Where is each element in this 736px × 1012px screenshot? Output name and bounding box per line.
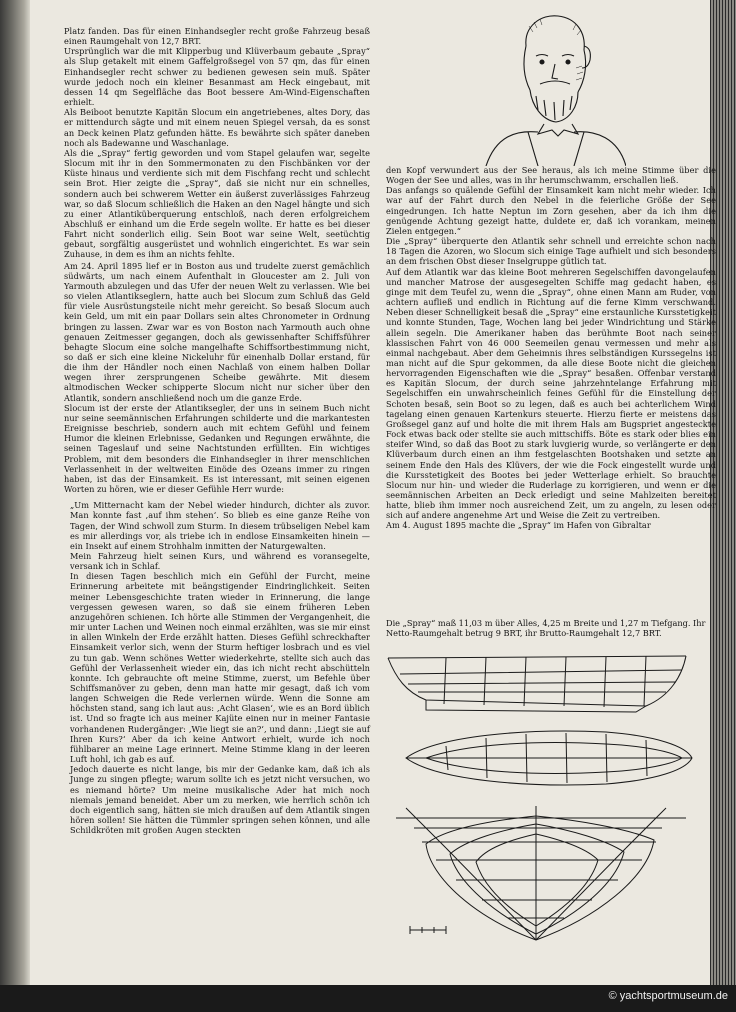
paragraph: Auf dem Atlantik war das kleine Boot mehreren Segelschiffen davongelaufen und mancher Matrose der ausgesegelten Schiffe mag gedacht haben, es ginge mit dem Teufel zu, wenn die „Spray“, ohne einen Mann am Ruder, von achtern aufließ und endlich in Richtung auf die ferne Kimm verschwand. Neben dieser Schnelligkeit besaß die „Spray“ eine erstaunliche Kursstetigkeit und konnte Stunden, Tage, Wochen lang bei jeder Windrichtung und Stärke allein segeln. Die Amerikaner haben das berühmte Boot nach seiner klassischen Fahrt von 46 000 Seemeilen genau vermessen und mehr als einmal nachgebaut. Aber dem Geheimnis ihres selbständigen Kurssegelns ist man nicht auf die Spur gekommen, da alle diese Boote nicht die gleichen hervorragenden Eigenschaften wie die „Spray“ besaßen. Offenbar verstand es Kapitän Slocum, der durch seine jahrzehntelange Erfahrung mit Segelschiffen ein unwahrscheinlich feines Gefühl für die Einstellung der Schoten besaß, sein Boot so zu legen, daß es auch bei achterlichem Wind tagelang einen genauen Kartenkurs steuerte. Hierzu fierte er meistens das Großsegel ganz auf und holte die mit ihrem Hals am Bugspriet angesteckte Fock etwas back oder stellte sie auch mittschiffs. Böte es stark oder blies ein steifer Wind, so daß das Boot zu stark luvgierig wurde, so verlängerte er den Klüverbaum durch einen an ihm festgelaschten Bootshaken und setzte an seinem Ende den Hals des Klüvers, der wie die Fock eingestellt wurde und die Kursstetigkeit des Bootes bei jeder Wetterlage erhielt. So brauchte Slocum nur hin- und wieder die Ruderlage zu korrigieren, und wenn er die seemännischen Arbeiten an Deck erledigt und seine Mahlzeiten bereitet hatte, blieb ihm immer noch ausreichend Zeit, um zu angeln, zu lesen oder sich auf andere angenehme Art und Weise die Zeit zu vertreiben. <box>386 266 716 521</box>
paragraph: Slocum ist der erste der Atlantiksegler, der uns in seinem Buch nicht nur seine seemännischen Erfahrungen schilderte und die markantesten Ereignisse beschrieb, sondern auch mit echtem Gefühl und feinem Humor die kleinen Erlebnisse, Gedanken und Regungen erwähnte, die seinen Tageslauf und seine Nachtstunden erfüllten. Ein wichtiges Problem, mit dem besonders die Einhandsegler in ihrer menschlichen Verlassenheit in der weltweiten Einöde des Ozeans immer zu ringen haben, ist das der Einsamkeit. Es ist interessant, mit seinen eigenen Worten zu hören, wie er dieser Gefühle Herr wurde: <box>64 402 370 495</box>
paragraph: Das anfangs so quälende Gefühl der Einsamkeit kam nicht mehr wieder. Ich war auf der Fahrt durch den Nebel in die feierliche Größe der See eingedrungen. Ich hatte Neptun im Zorn gesehen, aber da ich ihm die genügende Achtung gezeigt hatte, duldete er, daß ich vorankam, meinen Zielen entgegen.“ <box>386 185 716 236</box>
slocum-portrait-illustration <box>466 6 626 166</box>
quote-paragraph: Mein Fahrzeug hielt seinen Kurs, und während es voransegelte, versank ich in Schlaf. <box>70 550 370 572</box>
paragraph: Am 4. August 1895 machte die „Spray“ im Hafen von Gibraltar <box>386 520 651 531</box>
figure-caption: Die „Spray“ maß 11,03 m über Alles, 4,25 m Breite und 1,27 m Tiefgang. Ihr Netto-Raumgehalt betrug 9 BRT, ihr Brutto-Raumgehalt 12,7 BRT. <box>386 618 706 639</box>
spray-hull-plans-drawing <box>386 648 712 948</box>
paragraph: Ursprünglich war die mit Klipperbug und Klüverbaum gebaute „Spray“ als Slup getakelt mit einem Gaffelgroßsegel von 57 qm, das für einen Einhandsegler recht schwer zu bedienen gewesen sein muß. Später wurde jedoch noch ein kleiner Besanmast am Heck eingebaut, mit dessen 14 qm Segelfläche das Boot bessere Am-Wind-Eigenschaften erhielt. <box>64 46 370 108</box>
previous-page-edge <box>0 0 30 985</box>
deck-plan <box>406 731 692 785</box>
quote-paragraph: In diesen Tagen beschlich mich ein Gefühl der Furcht, meine Erinnerung arbeitete mit beängstigender Eindringlichkeit. Seiten meiner Lebensgeschichte traten wieder in Erinnerung, die lange vergessen gewesen waren, so daß sie einem früheren Leben anzugehören schienen. Ich hörte alle Stimmen der Vergangenheit, die mir unter Lachen und Weinen noch einmal erzählten, was sie mir einst in allen Winkeln der Erde erzählt hatten. Dieses Gefühl schreckhafter Einsamkeit verlor sich, wenn der Sturm heftiger losbrach und es viel zu tun gab. Wenn schönes Wetter wiederkehrte, stellte sich auch das Gefühl der Verlassenheit wieder ein, das ich nicht recht abschütteln konnte. Ich gebrauchte oft meine Stimme, zuerst, um Befehle über Schiffsmanöver zu geben, denn man hatte mir gesagt, daß ich vom langen Schweigen die Rede verlernen würde. Wenn die Sonne am höchsten stand, sang ich laut aus: ‚Acht Glasen‘, wie es an Bord üblich ist. Und so fragte ich aus meiner Kajüte einen nur in meiner Fantasie vorhandenen Rudergänger: ‚Wie liegt sie an?‘, und dann: ‚Liegt sie auf Ihren Kurs?‘ Aber da ich keine Antwort erhielt, wurde ich noch fühlbarer an meine Lage erinnert. Meine Stimme klang in der leeren Luft hohl, ich gab es auf. <box>70 571 370 765</box>
slocum-quote <box>64 500 370 835</box>
paragraph: Als Beiboot benutzte Kapitän Slocum ein angetriebenes, altes Dory, das er mittendurch sägte und mit einem neuen Spiegel versah, da es sonst an Deck keinen Platz gefunden hätte. Es bewährte sich später daneben noch als Badewanne und Waschanlage. <box>64 107 370 148</box>
paragraph: den Kopf verwundert aus der See heraus, als ich meine Stimme über die Wogen der See und alles, was in ihr herumschwamm, erschallen ließ. <box>386 165 716 186</box>
right-text-column <box>386 165 716 531</box>
paragraph: Platz fanden. Das für einen Einhandsegler recht große Fahrzeug besaß einen Raumgehalt von 12,7 BRT. <box>64 26 370 47</box>
scale-bar <box>410 926 446 934</box>
paragraph: Die „Spray“ überquerte den Atlantik sehr schnell und erreichte schon nach 18 Tagen die Azoren, wo Slocum sich einige Tage aufhielt und sich besonders an dem frischen Obst dieser Inselgruppe gütlich tat. <box>386 236 716 267</box>
magazine-page <box>30 0 716 985</box>
left-text-column <box>64 26 370 835</box>
quote-paragraph: „Um Mitternacht kam der Nebel wieder hindurch, dichter als zuvor. Man konnte fast ‚auf ihm stehen‘. So blieb es eine ganze Reihe von Tagen, der Wind schwoll zum Sturm. In diesem trübseligen Nebel kam es mir allerdings vor, als triebe ich in endlose Einsamkeiten hinein — ein Insekt auf einem Strohhalm inmitten der Naturgewalten. <box>70 500 370 551</box>
paragraph: Am 24. April 1895 lief er in Boston aus und trudelte zuerst gemächlich südwärts, um nach einem Aufenthalt in Gloucester am 2. Juli von Yarmouth abzulegen und das Ufer der neuen Welt zu verlassen. Wie bei so vielen Atlantikseglern, hatte auch bei Slocum zum Schluß das Geld für viele Ausrüstungsteile nicht mehr gereicht. So besaß Slocum auch kein Geld, um mit ein paar Dollars sein altes Chronometer in Ordnung bringen zu lassen. Zwar war es von Boston nach Yarmouth auch ohne genauen Zeitmesser gegangen, doch als gewissenhafter Schiffsführer behagte Slocum eine solche mangelhafte Schiffsortbestimmung nicht, so daß er sich eine kleine Nickeluhr für einenhalb Dollar erstand, für die ihm der Händler noch einen Nachlaß von einem halben Dollar wegen ihrer zersprungenen Scheibe gewährte. Mit diesem altmodischen Wecker schipperte Slocum nicht nur sicher über den Atlantik, sondern anschließend noch um die ganze Erde. <box>64 260 370 403</box>
body-plan <box>396 806 686 940</box>
quote-paragraph: Jedoch dauerte es nicht lange, bis mir der Gedanke kam, daß ich als Junge zu singen pflegte; warum sollte ich es jetzt nicht versuchen, wo es niemand hörte? Um meine musikalische Ader hat mich noch niemals jemand beneidet. Aber um zu merken, wie herrlich schön ich doch eigentlich sang, hätten sie mich draußen auf dem Atlantik singen hören sollen! Sie hätten die Tümmler springen sehen können, und alle Schildkröten mit großen Augen steckten <box>70 764 370 836</box>
profile-plan <box>388 656 686 712</box>
paragraph: Als die „Spray“ fertig geworden und vom Stapel gelaufen war, segelte Slocum mit ihr in den Sommermonaten zu den Fischbänken vor der Küste hinaus und verdiente sich mit dem Fischfang recht und schlecht sein Brot. Hier zeigte die „Spray“, daß sie nicht nur ein schnelles, sondern auch bei schwerem Wetter ein äußerst zuverlässiges Fahrzeug war, so daß Slocum schließlich die Haken an den Nagel hängte und sich zu einer Atlantiküberquerung entschloß, nach deren erfolgreichem Abschluß er einhand um die Erde segeln wollte. Er hatte es bei dieser Fahrt nicht sonderlich eilig. Sein Boot war seine Welt, seetüchtig gebaut, sorgfältig ausgerüstet und wohnlich eingerichtet. Es war sein Zuhause, in dem es ihm an nichts fehlte. <box>64 147 370 260</box>
watermark-credit: © yachtsportmuseum.de <box>608 990 728 1002</box>
